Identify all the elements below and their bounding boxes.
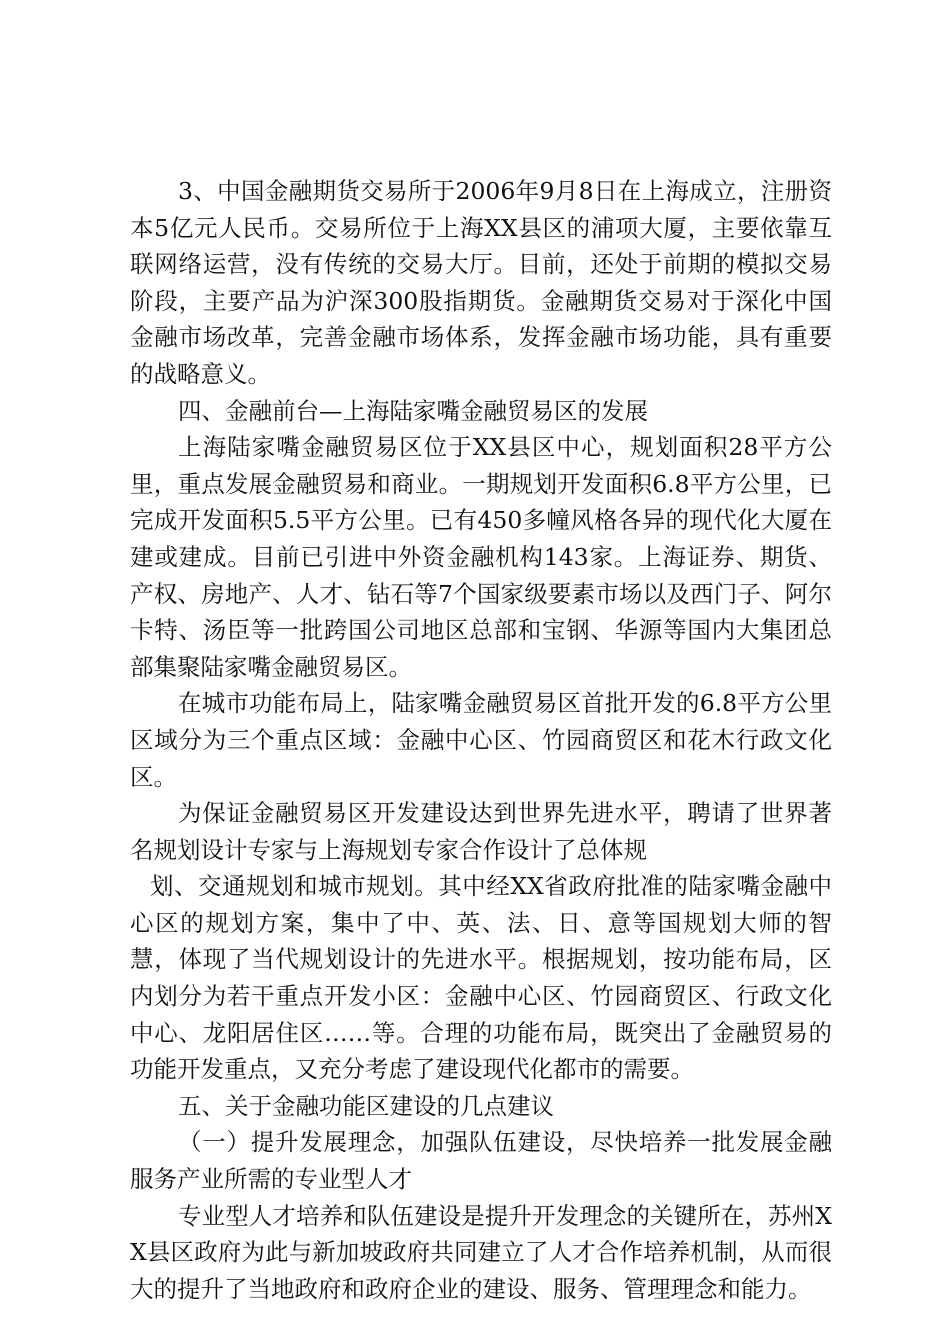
section-heading-suggestions: 五、关于金融功能区建设的几点建议 (178, 1091, 554, 1120)
section-heading-lujiazui: 四、金融前台—上海陆家嘴金融贸易区的发展 (178, 396, 648, 425)
document-body (130, 173, 832, 1307)
paragraph-city-layout: 在城市功能布局上，陆家嘴金融贸易区首批开发的6.8平方公里区域分为三个重点区域：金融中心区、竹园商贸区和花木行政文化区。 (130, 689, 832, 791)
paragraph-talent: 专业型人才培养和队伍建设是提升开发理念的关键所在，苏州XX县区政府为此与新加坡政府共同建立了人才合作培养机制，从而很大的提升了当地政府和政府企业的建设、服务、管理理念和能力。 (130, 1201, 832, 1303)
paragraph-cffex: 3、中国金融期货交易所于2006年9月8日在上海成立，注册资本5亿元人民币。交易所位于上海XX县区的浦项大厦，主要依靠互联网络运营，没有传统的交易大厅。目前，还处于前期的模拟交易阶段，主要产品为沪深300股指期货。金融期货交易对于深化中国金融市场改革，完善金融市场体系，发挥金融市场功能，具有重要的战略意义。 (130, 177, 832, 388)
paragraph-planning-intro: 为保证金融贸易区开发建设达到世界先进水平，聘请了世界著名规划设计专家与上海规划专家合作设计了总体规 (130, 799, 832, 864)
paragraph-lujiazui-overview: 上海陆家嘴金融贸易区位于XX县区中心，规划面积28平方公里，重点发展金融贸易和商业。一期规划开发面积6.8平方公里，已完成开发面积5.5平方公里。已有450多幢风格各异的现代化大厦在建或建成。目前已引进中外资金融机构143家。上海证券、期货、产权、房地产、人才、钻石等7个国家级要素市场以及西门子、阿尔卡特、汤臣等一批跨国公司地区总部和宝钢、华源等国内大集团总部集聚陆家嘴金融贸易区。 (130, 433, 832, 681)
paragraph-planning-continued: 划、交通规划和城市规划。其中经XX省政府批准的陆家嘴金融中心区的规划方案，集中了中、英、法、日、意等国规划大师的智慧，体现了当代规划设计的先进水平。根据规划，按功能布局，区内划分为若干重点开发小区：金融中心区、竹园商贸区、行政文化中心、龙阳居住区……等。合理的功能布局，既突出了金融贸易的功能开发重点，又充分考虑了建设现代化都市的需要。 (130, 872, 832, 1084)
subsection-heading-talent: （一）提升发展理念，加强队伍建设，尽快培养一批发展金融服务产业所需的专业型人才 (130, 1128, 832, 1194)
